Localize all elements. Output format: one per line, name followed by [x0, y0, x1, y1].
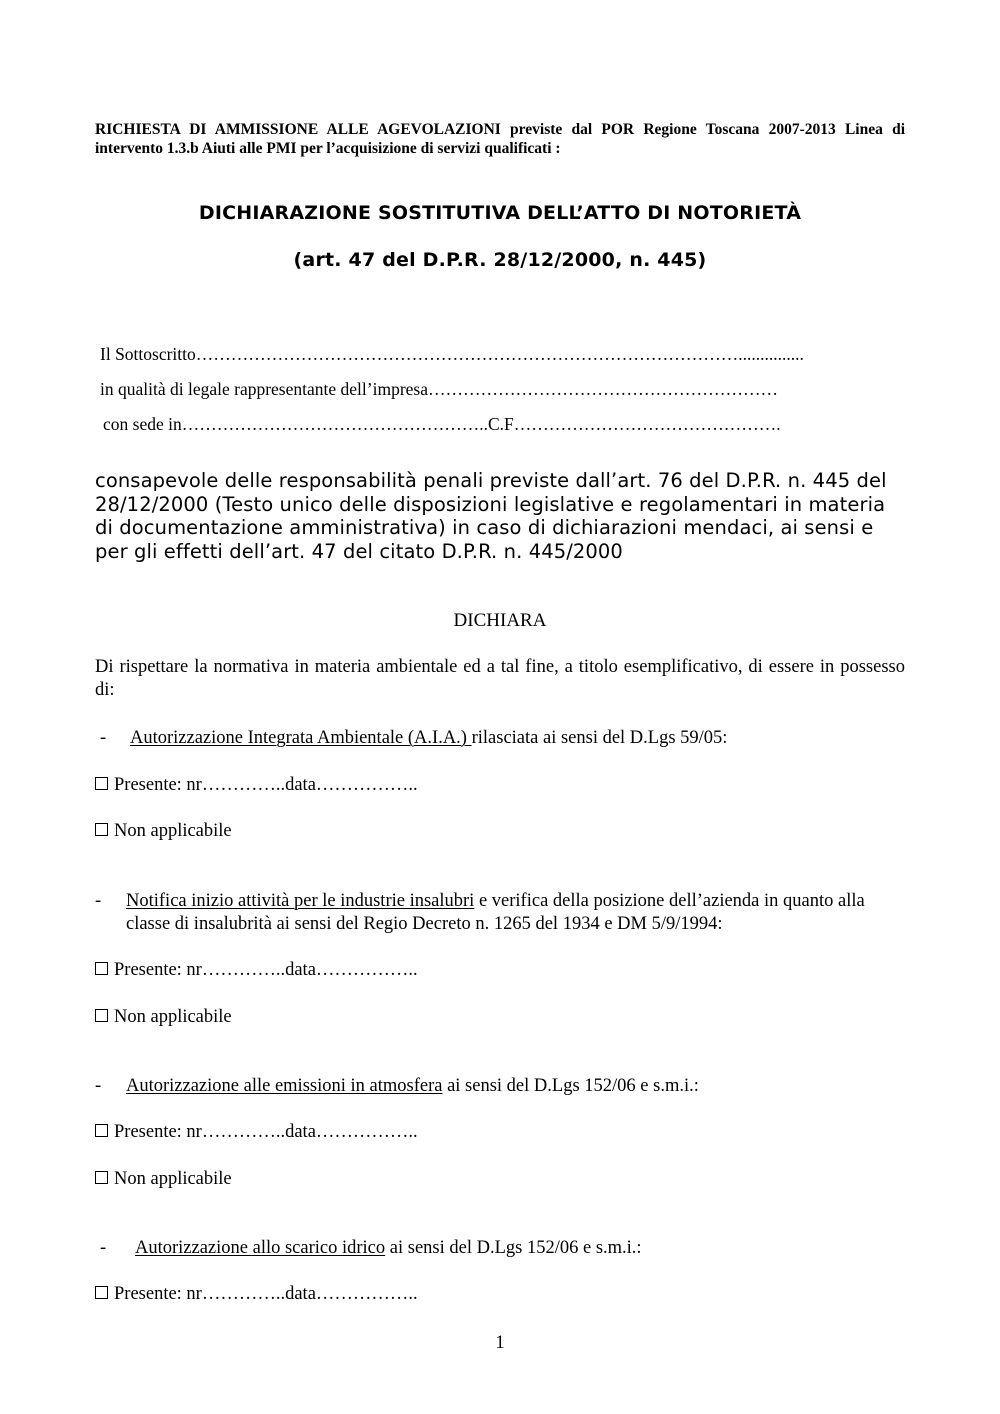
list-item-title: Notifica inizio attività per le industrie insalubri	[126, 891, 475, 911]
checkbox[interactable]	[95, 777, 108, 790]
checkbox[interactable]	[95, 1009, 108, 1022]
list-item-detail: rilasciata ai sensi del D.Lgs 59/05:	[471, 728, 728, 748]
option-label: Presente: nr…………..data……………..	[114, 1122, 418, 1142]
document-title: DICHIARAZIONE SOSTITUTIVA DELL’ATTO DI NOTORIETÀ	[198, 202, 802, 224]
list-item-text	[130, 727, 910, 750]
option-label: Non applicabile	[114, 1007, 232, 1027]
option-non-applicabile[interactable]	[95, 1006, 232, 1029]
list-dash: -	[95, 891, 102, 911]
list-item-title: Autorizzazione alle emissioni in atmosfera	[126, 1076, 443, 1096]
option-presente[interactable]	[95, 959, 418, 982]
checkbox[interactable]	[95, 1171, 108, 1184]
legal-representative-field[interactable]: in qualità di legale rappresentante dell’impresa……………………………………………………	[100, 379, 778, 399]
list-dash: -	[100, 1238, 107, 1258]
awareness-statement: consapevole delle responsabilità penali previste dall’art. 76 del D.P.R. n. 445 del 28/12/2000 (Testo unico delle disposizioni legislative e regolamentari in materia di documentazione amministrativa) in caso di dichiarazioni mendaci, ai sensi e per gli effetti dell’art. 47 del citato D.P.R. n. 445/2000	[95, 469, 887, 563]
list-item-detail: ai sensi del D.Lgs 152/06 e s.m.i.:	[442, 1076, 699, 1096]
option-non-applicabile[interactable]	[95, 820, 232, 843]
page-number: 1	[495, 1333, 505, 1353]
headquarters-tax-code-field[interactable]: con sede in……………………………………………..C.F……………………………………….	[103, 414, 781, 434]
list-dash: -	[95, 1076, 102, 1096]
option-presente[interactable]	[95, 774, 418, 797]
option-non-applicabile[interactable]	[95, 1168, 232, 1191]
declares-heading: DICHIARA	[453, 610, 547, 631]
document-subtitle: (art. 47 del D.P.R. 28/12/2000, n. 445)	[293, 249, 707, 271]
list-item-title: Autorizzazione Integrata Ambientale (A.I.A.)	[130, 728, 472, 748]
list-item-text	[126, 1075, 906, 1098]
checkbox[interactable]	[95, 1286, 108, 1299]
option-label: Presente: nr…………..data……………..	[114, 960, 418, 980]
intro-paragraph: Di rispettare la normativa in materia ambientale ed a tal fine, a titolo esemplificativo, di essere in possesso di:	[95, 657, 905, 700]
option-label: Non applicabile	[114, 821, 232, 841]
list-item-text	[135, 1237, 905, 1260]
list-item-detail: ai sensi del D.Lgs 152/06 e s.m.i.:	[385, 1238, 642, 1258]
signatory-field[interactable]: Il Sottoscritto…………………………………………………………………………………...............	[100, 344, 804, 364]
option-label: Presente: nr…………..data……………..	[114, 1284, 418, 1304]
list-item-title: Autorizzazione allo scarico idrico	[135, 1238, 386, 1258]
option-presente[interactable]	[95, 1283, 418, 1306]
list-item-detail: e verifica della posizione dell’azienda in quanto alla classe di insalubrità ai sensi del Regio Decreto n. 1265 del 1934 e DM 5/9/1994:	[126, 891, 865, 934]
checkbox[interactable]	[95, 823, 108, 836]
option-presente[interactable]	[95, 1121, 418, 1144]
list-dash: -	[100, 728, 107, 748]
list-item-text	[126, 890, 906, 936]
option-label: Non applicabile	[114, 1169, 232, 1189]
checkbox[interactable]	[95, 1124, 108, 1137]
checkbox[interactable]	[95, 962, 108, 975]
option-label: Presente: nr…………..data……………..	[114, 775, 418, 795]
request-header: RICHIESTA DI AMMISSIONE ALLE AGEVOLAZIONI previste dal POR Regione Toscana 2007-2013 Linea di intervento 1.3.b Aiuti alle PMI per l’acquisizione di servizi qualificati :	[95, 121, 905, 157]
